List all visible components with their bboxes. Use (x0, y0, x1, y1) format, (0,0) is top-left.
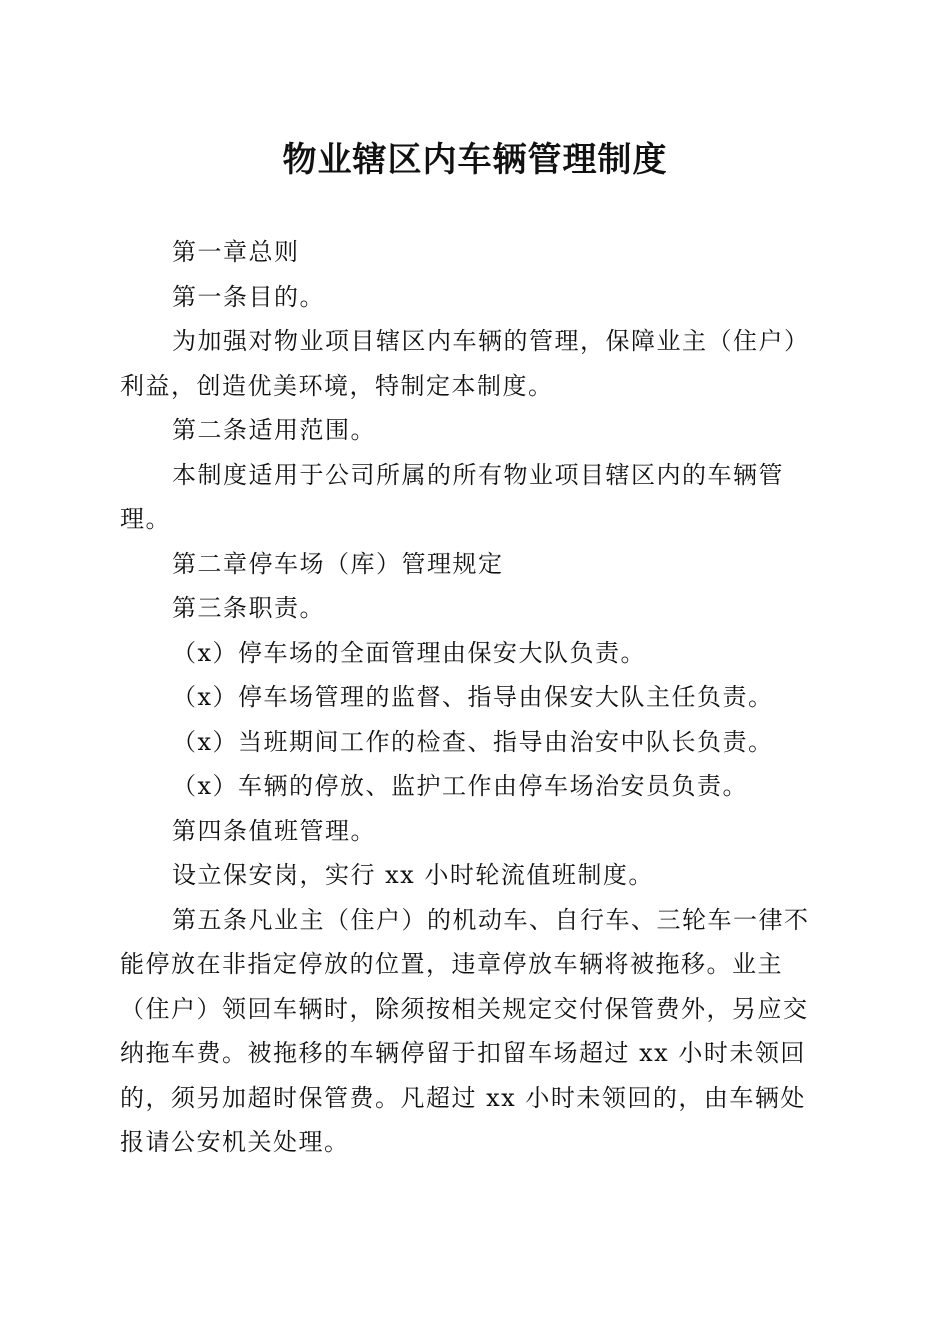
article-heading-2: 第二条适用范围。 (172, 416, 376, 444)
duty-item-1: （x）停车场的全面管理由保安大队负责。 (172, 638, 647, 667)
chapter-heading-1: 第一章总则 (172, 238, 300, 266)
duty-item-2: （x）停车场管理的监督、指导由保安大队主任负责。 (172, 683, 774, 711)
article-heading-3: 第三条职责。 (172, 594, 325, 622)
duty-item-4: （x）车辆的停放、监护工作由停车场治安员负责。 (172, 772, 749, 800)
document-title: 物业辖区内车辆管理制度 (282, 140, 668, 180)
article-2-text: 本制度适用于公司所属的所有物业项目辖区内的车辆管理。 (120, 460, 784, 533)
chapter-heading-2: 第二章停车场（库）管理规定 (172, 549, 504, 578)
article-heading-1: 第一条目的。 (172, 282, 325, 311)
document-body (120, 230, 830, 1165)
article-5-text: 第五条凡业主（住户）的机动车、自行车、三轮车一律不能停放在非指定停放的位置，违章停放车辆将被拖移。业主（住户）领回车辆时，除须按相关规定交付保管费外，另应交纳拖车费。被拖移的车辆停留于扣留车场超过 xx 小时未领回的，须另加超时保管费。凡超过 xx 小时未领回的，由车辆处报请公安机关处理。 (120, 905, 810, 1156)
article-1-text: 为加强对物业项目辖区内车辆的管理，保障业主（住户）利益，创造优美环境，特制定本制度。 (120, 327, 810, 400)
duty-item-3: （x）当班期间工作的检查、指导由治安中队长负责。 (172, 727, 774, 756)
article-heading-4: 第四条值班管理。 (172, 816, 376, 845)
article-4-text: 设立保安岗，实行 xx 小时轮流值班制度。 (172, 861, 654, 889)
